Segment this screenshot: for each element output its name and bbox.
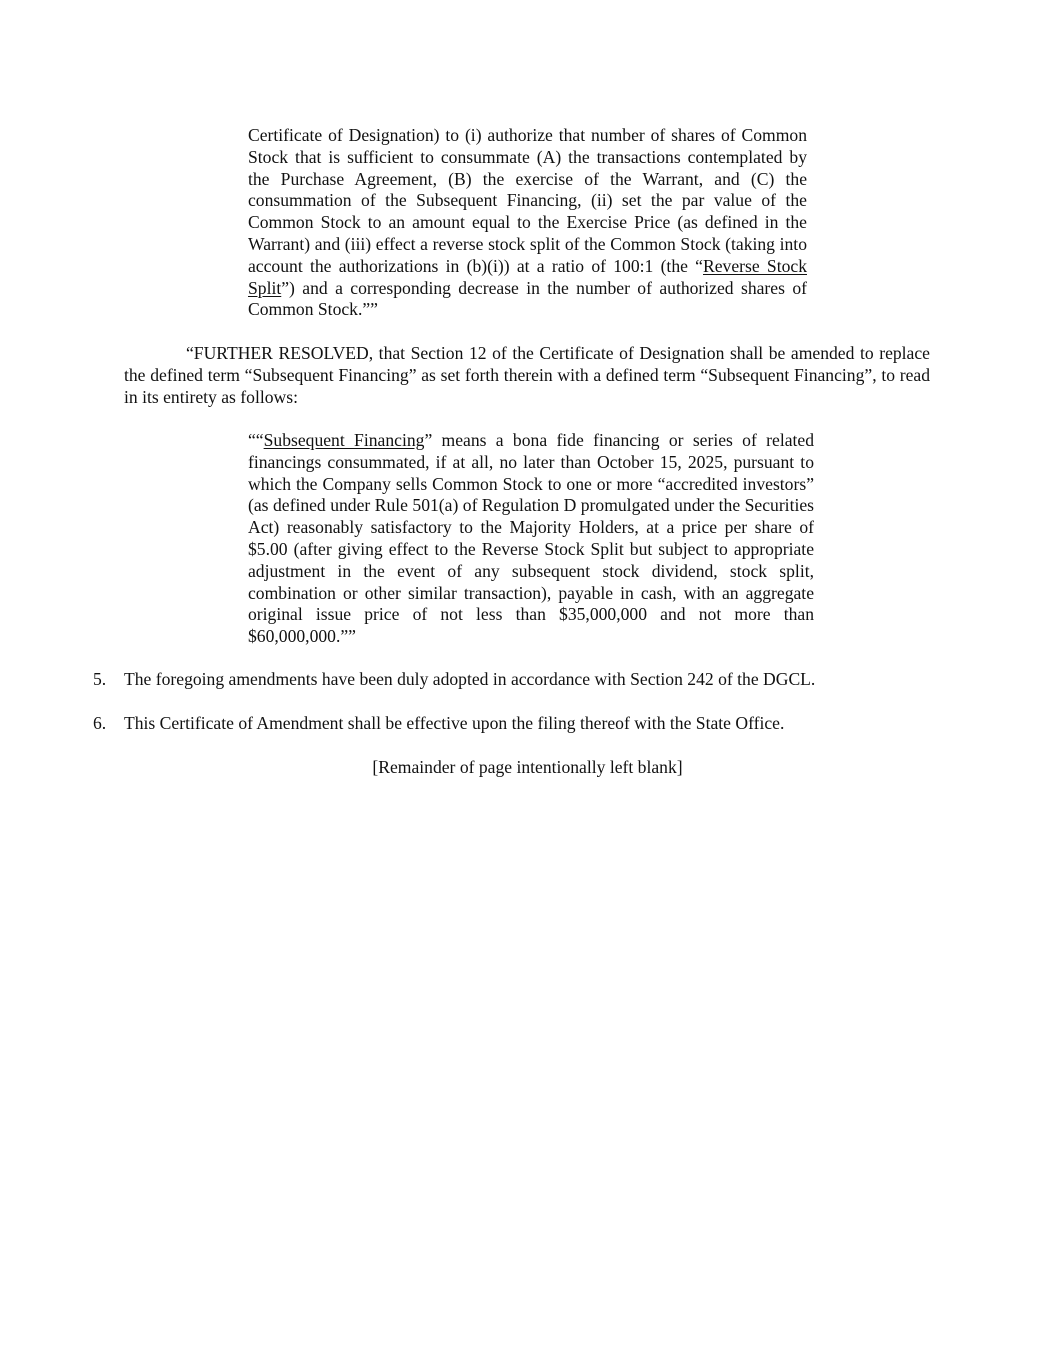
definition-open-quotes: ““ (248, 430, 264, 450)
remainder-blank-note: [Remainder of page intentionally left blank] (372, 757, 683, 777)
further-resolved-paragraph: “FURTHER RESOLVED, that Section 12 of the Certificate of Designation shall be amended to replace the defined term “Subsequent Financing” as set forth therein with a defined term “Subsequent Financing”, to read in its entirety as follows: (124, 343, 930, 407)
quoted-text-before-term: Certificate of Designation) to (i) authorize that number of shares of Common Stock that is sufficient to consummate (A) the transactions contemplated by the Purchase Agreement, (B) the exercise of the Warrant, and (C) the consummation of the Subsequent Financing, (ii) set the par value of the Common Stock to an amount equal to the Exercise Price (as defined in the Warrant) and (iii) effect a reverse stock split of the Common Stock (taking into account the authorizations in (b)(i)) at a ratio of 100:1 (the “ (248, 125, 807, 276)
item-text: The foregoing amendments have been duly adopted in accordance with Section 242 of the DGCL. (124, 669, 816, 689)
defined-term-reverse-stock-split: Reverse Stock Split (248, 255, 807, 298)
item-number: 5. (93, 669, 107, 689)
definition-body: ” means a bona fide financing or series of related financings consummated, if at all, no later than October 15, 2025, pursuant to which the Company sells Common Stock to one or more “accredited investors” (as defined under Rule 501(a) of Regulation D promulgated under the Securities Act) reasonably satisfactory to the Majority Holders, at a price per share of $5.00 (after giving effect to the Reverse Stock Split but subject to appropriate adjustment in the event of any subsequent stock dividend, stock split, combination or other similar transaction), payable in cash, with an aggregate original issue price of not less than $35,000,000 and not more than $60,000,000.”” (248, 430, 815, 647)
quoted-resolution-text (248, 125, 807, 321)
item-number: 6. (93, 713, 107, 733)
quoted-text-after-term: ”) and a corresponding decrease in the number of authorized shares of Common Stock.”” (248, 277, 807, 320)
subsequent-financing-definition (248, 430, 814, 648)
item-text: This Certificate of Amendment shall be effective upon the filing thereof with the State Office. (124, 713, 785, 733)
defined-term-subsequent-financing: Subsequent Financing (263, 430, 425, 450)
